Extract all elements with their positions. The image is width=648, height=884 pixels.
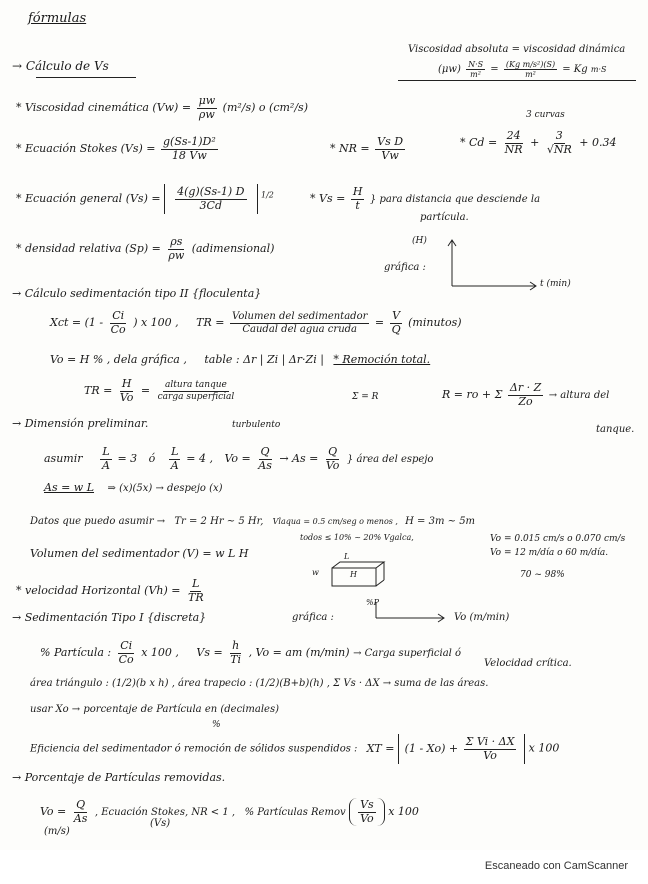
xo-usage: usar Xo → porcentaje de Partícula en (decimales)	[30, 704, 279, 715]
efficiency-percent: %	[212, 720, 221, 730]
section-vs: → Cálculo de Vs	[12, 59, 109, 73]
section-removed-particles: → Porcentaje de Partículas removidas.	[12, 771, 226, 784]
reynolds-number: * NR = $\frac{\text{Vs D}}{Vw}$	[330, 135, 404, 162]
kinematic-viscosity: * Viscosidad cinemática (Vw) = $\frac{\mu w}{\rho w}$ (m²/s) o (cm²/s)	[16, 94, 308, 121]
section-type-i: → Sedimentación Tipo I {discreta}	[12, 611, 207, 624]
relative-density: * densidad relativa (Sp) = $\frac{\rho s}{\rho w}$ (adimensional)	[16, 235, 275, 262]
drag-coefficient: * Cd = $\frac{24}{NR}$ + $\frac{3}{√NR}$ + 0.34	[460, 129, 617, 156]
graph-label: gráfica :	[384, 262, 426, 273]
sum-r: Σ = R	[352, 392, 379, 402]
scanner-watermark: Escaneado con CamScanner	[484, 860, 628, 872]
efficiency-formula: Eficiencia del sedimentador ó remoción de sólidos suspendidos : XT = (1 - Xo) + $\frac{\text{Σ Vi · ΔX}}{Vo}$ x 100	[30, 734, 559, 764]
section-underline	[36, 77, 136, 78]
particle-percentage: % Partícula : $\frac{Ci}{Co}$ x 100 , Vs = $\frac{h}{Ti}$ , Vo = am (m/min) → Carga superficial ó	[40, 639, 462, 666]
data-vo-range-2: Vo = 12 m/día o 60 m/día.	[490, 548, 609, 558]
removal-range: 70 ~ 98%	[520, 570, 565, 580]
tank-w: w	[312, 568, 319, 577]
total-removal: R = ro + Σ $\frac{\Delta r \cdot Z}{Zo}$ → altura del	[442, 381, 610, 408]
tank-height-note: tanque.	[596, 424, 635, 435]
stokes-equation: * Ecuación Stokes (Vs) = $\frac{\text{g(Ss-1)D²}}{18 Vw}$	[16, 135, 216, 162]
tank-h: H	[350, 570, 357, 579]
xct-formula: Xct = (1 - $\frac{Ci}{Co}$ ) x 100 , TR = $\frac{\text{Volumen del sedimentador}}{\text{Caudal del agua cruda}}$ = $\frac{V}{Q}$ (minutos)	[50, 309, 462, 336]
graph2-label: gráfica :	[292, 612, 334, 623]
settler-volume: Volumen del sedimentador (V) = w L H	[30, 547, 249, 560]
as-equation: As = w L ⇒ (x)(5x) → despejo (x)	[44, 481, 223, 494]
vs-height-time: * Vs = $\frac{H}{t}$ } para distancia que desciende la	[310, 185, 541, 212]
data-vo-range-1: Vo = 0.015 cm/s o 0.070 cm/s	[490, 534, 626, 544]
section-preliminary: → Dimensión preliminar.	[12, 417, 149, 430]
vo-graph-line: Vo = H % , dela gráfica , table : Δr | Zi | Δr·Zi | * Remoción total.	[50, 353, 431, 366]
particle-velocity-graph	[370, 600, 460, 624]
graph-t-label: t (min)	[540, 279, 571, 289]
assumable-data: Datos que puedo asumir → Tr = 2 Hr ~ 5 Hr, Vlaqua = 0.5 cm/seg o menos , H = 3m ~ 5m	[30, 516, 476, 527]
scanner-footer	[0, 850, 648, 884]
area-formulas: área triángulo : (1/2)(b x h) , área trapecio : (1/2)(B+b)(h) , Σ Vs · ΔX → suma de las áreas.	[30, 678, 489, 689]
viscosity-units: (μw) $\frac{N\cdot S}{\text{m²}}$ = $\frac{\text{(Kg m/s²)(S)}}{\text{m²}}$ = Kg m·S	[438, 60, 607, 80]
tank-l: L	[344, 552, 350, 561]
general-equation: * Ecuación general (Vs) = $\frac{4(g)(Ss-1) D}{3Cd}$ $^{1/2}$	[16, 184, 274, 214]
section-type-ii: → Cálculo sedimentación tipo II {floculenta}	[12, 287, 262, 300]
page-title: fórmulas	[28, 11, 87, 26]
unit-vs: (Vs)	[150, 818, 171, 829]
graph-h-label: (H)	[412, 236, 427, 246]
removed-particles-formula: Vo = $\frac{Q}{As}$ , Ecuación Stokes, NR < 1 , % Partículas Remov $\frac{Vs}{Vo}$ x 100	[40, 798, 419, 825]
turbulent-note: turbulento	[232, 420, 281, 430]
graph2-p-label: %P	[366, 598, 379, 607]
cd-curves-note: 3 curvas	[526, 110, 565, 120]
graph2-vo-label: Vo (m/min)	[454, 612, 510, 623]
critical-velocity: Velocidad crítica.	[484, 658, 572, 669]
header-underline	[398, 80, 636, 81]
viscosity-definition: Viscosidad absoluta = viscosidad dinámica	[408, 44, 626, 55]
unit-ms: (m/s)	[44, 826, 70, 837]
horizontal-velocity: * velocidad Horizontal (Vh) = $\frac{L}{TR}$	[16, 577, 204, 604]
assume-ratios: asumir $\frac{L}{A}$ = 3 ó $\frac{L}{A}$ = 4 , Vo = $\frac{Q}{As}$ → As = $\frac{Q}{Vo}$ } área del espejo	[44, 445, 434, 472]
vs-particle-note: partícula.	[420, 212, 469, 223]
tr-height-line: TR = $\frac{H}{Vo}$ = $\frac{\text{altura tanque}}{\text{carga superficial}}$	[84, 377, 235, 404]
data-note-velocity: todos ≤ 10% ~ 20% Vgalca,	[300, 533, 414, 542]
